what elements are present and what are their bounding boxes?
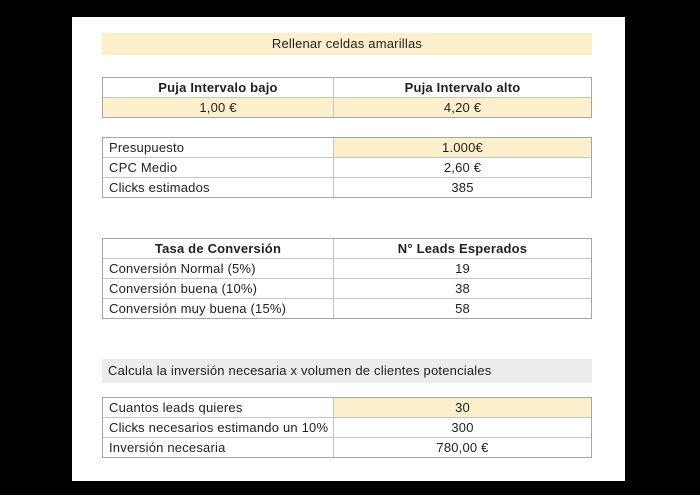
table-row: [103, 138, 591, 157]
table-header-row: [103, 239, 591, 258]
bid-interval-table: [102, 77, 592, 118]
table-row: [103, 298, 591, 318]
leads-quieres-label: Cuantos leads quieres: [109, 400, 243, 415]
table-row: [103, 97, 591, 117]
clicks-necesarios-label: Clicks necesarios estimando un 10%: [109, 420, 329, 435]
cpc-medio-label: CPC Medio: [109, 160, 178, 175]
table-row: [103, 177, 591, 197]
conversion-normal-value: 19: [333, 259, 591, 278]
table-header-row: [103, 78, 591, 97]
clicks-necesarios-value: 300: [333, 418, 591, 437]
conversion-normal-label: Conversión Normal (5%): [109, 261, 256, 276]
inversion-necesaria-label: Inversión necesaria: [109, 440, 226, 455]
investment-table: [102, 397, 592, 458]
budget-input-cell[interactable]: 1.000€: [333, 138, 591, 157]
instruction-banner: Rellenar celdas amarillas: [102, 33, 592, 55]
column-header-tasa-conversion: Tasa de Conversión: [154, 241, 282, 256]
cpc-medio-value: 2,60 €: [333, 158, 591, 177]
budget-table: [102, 137, 592, 198]
clicks-estimados-value: 385: [333, 178, 591, 197]
bid-low-input-cell[interactable]: 1,00 €: [103, 98, 333, 117]
clicks-estimados-label: Clicks estimados: [109, 180, 210, 195]
column-header-bid-high: Puja Intervalo alto: [333, 78, 591, 97]
column-header-bid-low: Puja Intervalo bajo: [158, 80, 278, 95]
leads-quieres-input-cell[interactable]: 30: [333, 398, 591, 417]
table-row: [103, 437, 591, 457]
column-header-leads-esperados: N° Leads Esperados: [333, 239, 591, 258]
table-row: [103, 417, 591, 437]
budget-label: Presupuesto: [109, 140, 185, 155]
bid-high-input-cell[interactable]: 4,20 €: [333, 98, 591, 117]
table-row: [103, 258, 591, 278]
conversion-muy-buena-value: 58: [333, 299, 591, 318]
table-row: [103, 157, 591, 177]
conversion-table: [102, 238, 592, 319]
worksheet-page: [72, 17, 625, 481]
section-banner: Calcula la inversión necesaria x volumen de clientes potenciales: [102, 359, 592, 383]
conversion-buena-value: 38: [333, 279, 591, 298]
table-row: [103, 278, 591, 298]
inversion-necesaria-value: 780,00 €: [333, 438, 591, 457]
conversion-muy-buena-label: Conversión muy buena (15%): [109, 301, 287, 316]
conversion-buena-label: Conversión buena (10%): [109, 281, 258, 296]
table-row: [103, 398, 591, 417]
